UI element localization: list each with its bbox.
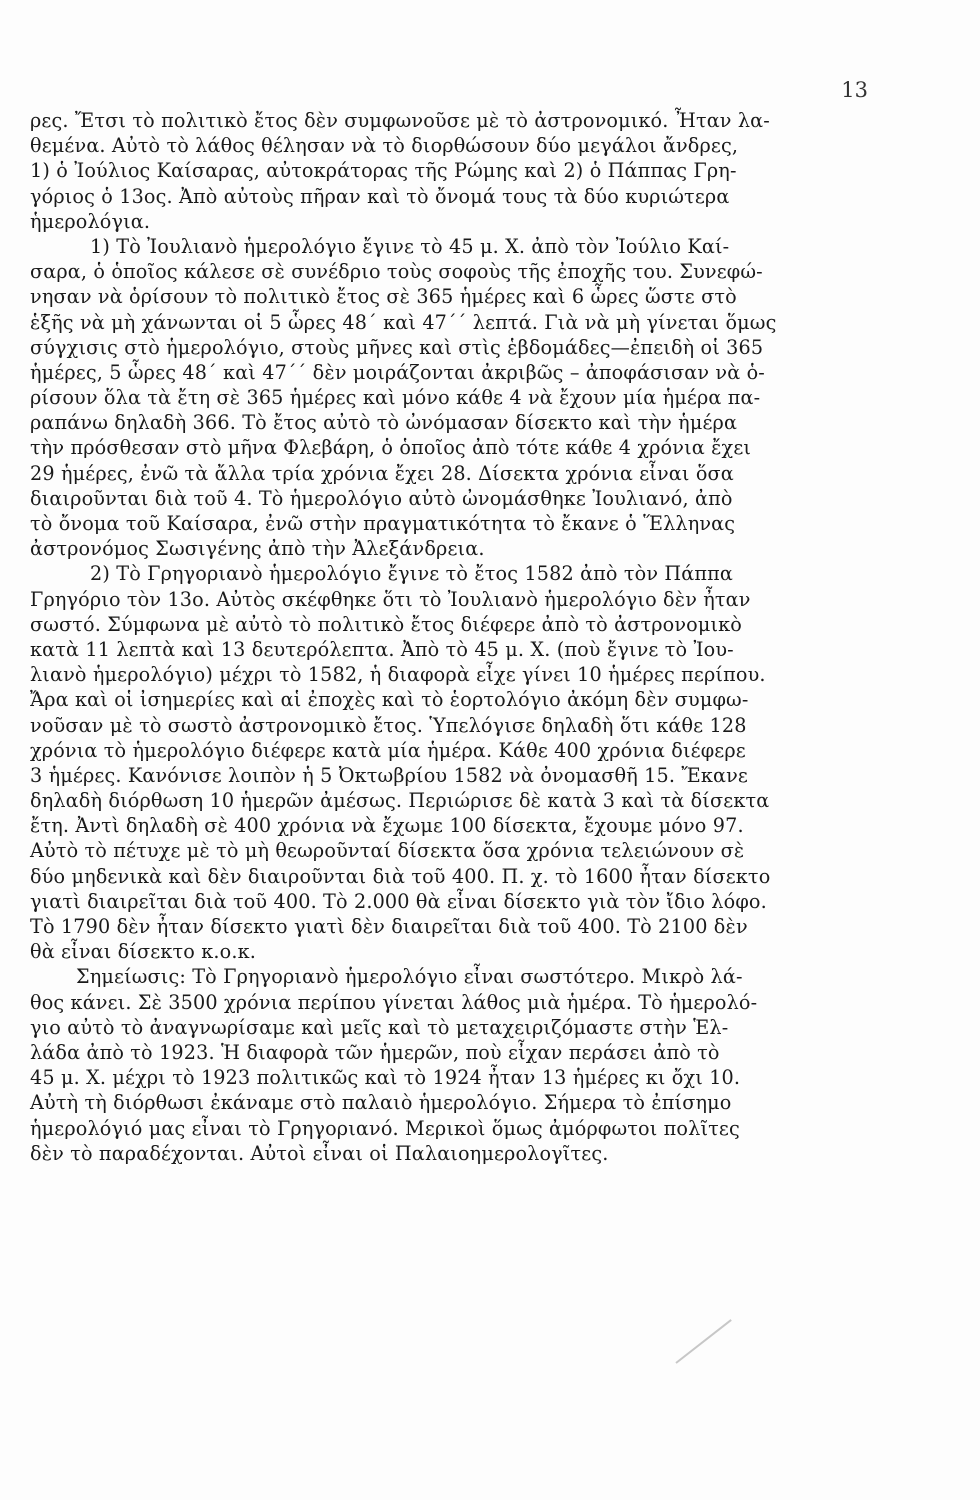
text-line: σύγχισις στὸ ἡμερολόγιο, στοὺς μῆνες καὶ στὶς ἑβδομάδες—ἐπειδὴ οἱ 365	[30, 335, 764, 359]
text-line: διαιροῦνται διὰ τοῦ 4. Τὸ ἡμερολόγιο αὐτὸ ὠνομάσθηκε Ἰουλιανό, ἀπὸ	[30, 486, 733, 510]
text-line: χρόνια τὸ ἡμερολόγιο διέφερε κατὰ μία ἡμέρα. Κάθε 400 χρόνια διέφερε	[30, 738, 746, 762]
text-line: νοῦσαν μὲ τὸ σωστὸ ἀστρονομικὸ ἔτος. Ὑπελόγισε δηλαδὴ ὅτι κάθε 128	[30, 713, 747, 737]
section-heading-julian: 1) Τὸ Ἰουλιανὸ ἡμερολόγιο ἔγινε τὸ 45 μ. Χ. ἀπὸ τὸν Ἰούλιο Καί-	[90, 234, 730, 258]
text-line: ἡμερολόγια.	[30, 209, 151, 233]
text-line: θεμένα. Αὐτὸ τὸ λάθος θέλησαν νὰ τὸ διορθώσουν δύο μεγάλοι ἄνδρες,	[30, 134, 739, 158]
text-line: τὸ ὄνομα τοῦ Καίσαρα, ἐνῶ στὴν πραγματικότητα τὸ ἔκανε ὁ Ἕλληνας	[30, 512, 736, 535]
text-line: ἡμερολόγιό μας εἶναι τὸ Γρηγοριανό. Μερικοὶ ὅμως ἀμόρφωτοι πολῖτες	[30, 1116, 740, 1140]
text-line: θος κάνει. Σὲ 3500 χρόνια περίπου γίνεται λάθος μιὰ ἡμέρα. Τὸ ἡμερολό-	[30, 990, 758, 1014]
text-line: ρίσουν ὅλα τὰ ἔτη σὲ 365 ἡμέρες καὶ μόνο κάθε 4 νὰ ἔχουν μία ἡμέρα πα-	[30, 386, 761, 410]
text-line: Ἄρα καὶ οἱ ἰσημερίες καὶ αἱ ἐποχὲς καὶ τὸ ἑορτολόγιο ἀκόμη δὲν συμφω-	[30, 688, 749, 712]
text-line: τὴν πρόσθεσαν στὸ μῆνα Φλεβάρη, ὁ ὁποῖος ἀπὸ τότε κάθε 4 χρόνια ἔχει	[30, 436, 752, 460]
body-text	[30, 108, 860, 1166]
text-line: ραπάνω δηλαδὴ 366. Τὸ ἔτος αὐτὸ τὸ ὠνόμασαν δίσεκτο καὶ τὴν ἡμέρα	[30, 411, 738, 435]
text-line: ἑξῆς νὰ μὴ χάνωνται οἱ 5 ὧρες 48΄ καὶ 47΄΄ λεπτά. Γιὰ νὰ μὴ γίνεται ὅμως	[30, 310, 777, 334]
text-line: γιο αὐτὸ τὸ ἀναγνωρίσαμε καὶ μεῖς καὶ τὸ μεταχειριζόμαστε στὴν Ἑλ-	[30, 1015, 729, 1039]
paper-scratch-mark	[675, 1319, 731, 1364]
text-line: θὰ εἶναι δίσεκτο κ.ο.κ.	[30, 940, 256, 964]
text-line: λάδα ἀπὸ τὸ 1923. Ἡ διαφορὰ τῶν ἡμερῶν, ποὺ εἶχαν περάσει ἀπὸ τὸ	[30, 1040, 720, 1064]
text-line: σαρα, ὁ ὁποῖος κάλεσε σὲ συνέδριο τοὺς σοφοὺς τῆς ἐποχῆς του. Συνεφώ-	[30, 260, 763, 284]
text-line: δὲν τὸ παραδέχονται. Αὐτοὶ εἶναι οἱ Παλαιοημερολογῖτες.	[30, 1141, 609, 1165]
text-line: 29 ἡμέρες, ἐνῶ τὰ ἄλλα τρία χρόνια ἔχει 28. Δίσεκτα χρόνια εἶναι ὅσα	[30, 461, 734, 485]
text-line: Τὸ 1790 δὲν ἦταν δίσεκτο γιατὶ δὲν διαιρεῖται διὰ τοῦ 400. Τὸ 2100 δὲν	[30, 915, 748, 938]
text-line: νησαν νὰ ὁρίσουν τὸ πολιτικὸ ἔτος σὲ 365 ἡμέρες καὶ 6 ὧρες ὥστε στὸ	[30, 285, 737, 309]
text-line: 45 μ. Χ. μέχρι τὸ 1923 πολιτικῶς καὶ τὸ 1924 ἦταν 13 ἡμέρες κι ὄχι 10.	[30, 1066, 741, 1090]
text-line: δηλαδὴ διόρθωση 10 ἡμερῶν ἀμέσως. Περιώρισε δὲ κατὰ 3 καὶ τὰ δίσεκτα	[30, 789, 770, 813]
text-line: ρες. Ἔτσι τὸ πολιτικὸ ἔτος δὲν συμφωνοῦσε μὲ τὸ ἀστρονομικό. Ἦταν λα-	[30, 109, 770, 132]
note-heading: Σημείωσις: Τὸ Γρηγοριανὸ ἡμερολόγιο εἶναι σωστότερο. Μικρὸ λά-	[76, 965, 743, 989]
text-line: γόριος ὁ 13ος. Ἀπὸ αὐτοὺς πῆραν καὶ τὸ ὄνομά τους τὰ δύο κυριώτερα	[30, 184, 730, 208]
page-number: 13	[841, 78, 868, 102]
text-line: Αὐτὴ τὴ διόρθωσι ἐκάναμε στὸ παλαιὸ ἡμερολόγιο. Σήμερα τὸ ἐπίσημο	[30, 1091, 732, 1115]
text-line: ἀστρονόμος Σωσιγένης ἀπὸ τὴν Ἀλεξάνδρεια.	[30, 537, 485, 561]
text-line: Αὐτὸ τὸ πέτυχε μὲ τὸ μὴ θεωροῦνταί δίσεκτα ὅσα χρόνια τελειώνουν σὲ	[30, 839, 745, 863]
text-line: λιανὸ ἡμερολόγιο) μέχρι τὸ 1582, ἡ διαφορὰ εἶχε γίνει 10 ἡμέρες περίπου.	[30, 663, 766, 687]
text-line: ἡμέρες, 5 ὧρες 48΄ καὶ 47΄΄ δὲν μοιράζονται ἀκριβῶς – ἀποφάσισαν νὰ ὁ-	[30, 360, 765, 384]
text-line: 1) ὁ Ἰούλιος Καίσαρας, αὐτοκράτορας τῆς Ρώμης καὶ 2) ὁ Πάππας Γρη-	[30, 159, 737, 183]
text-line: δύο μηδενικὰ καὶ δὲν διαιροῦνται διὰ τοῦ 400. Π. χ. τὸ 1600 ἦταν δίσεκτο	[30, 864, 771, 888]
text-line: 3 ἡμέρες. Κανόνισε λοιπὸν ἡ 5 Ὀκτωβρίου 1582 νὰ ὀνομασθῆ 15. Ἔκανε	[30, 763, 748, 787]
text-line: γιατὶ διαιρεῖται διὰ τοῦ 400. Τὸ 2.000 θὰ εἶναι δίσεκτο γιὰ τὸν ἴδιο λόφο.	[30, 889, 767, 913]
text-line: Γρηγόριο τὸν 13ο. Αὐτὸς σκέφθηκε ὅτι τὸ Ἰουλιανὸ ἡμερολόγιο δὲν ἦταν	[30, 587, 751, 611]
text-line: σωστό. Σύμφωνα μὲ αὐτὸ τὸ πολιτικὸ ἔτος διέφερε ἀπὸ τὸ ἀστρονομικὸ	[30, 612, 743, 636]
text-line: κατὰ 11 λεπτὰ καὶ 13 δευτερόλεπτα. Ἀπὸ τὸ 45 μ. Χ. (ποὺ ἔγινε τὸ Ἰου-	[30, 637, 734, 661]
section-heading-gregorian: 2) Τὸ Γρηγοριανὸ ἡμερολόγιο ἔγινε τὸ ἔτος 1582 ἀπὸ τὸν Πάππα	[90, 562, 734, 586]
text-line: ἔτη. Ἀντὶ δηλαδὴ σὲ 400 χρόνια νὰ ἔχωμε 100 δίσεκτα, ἔχουμε μόνο 97.	[30, 814, 744, 838]
